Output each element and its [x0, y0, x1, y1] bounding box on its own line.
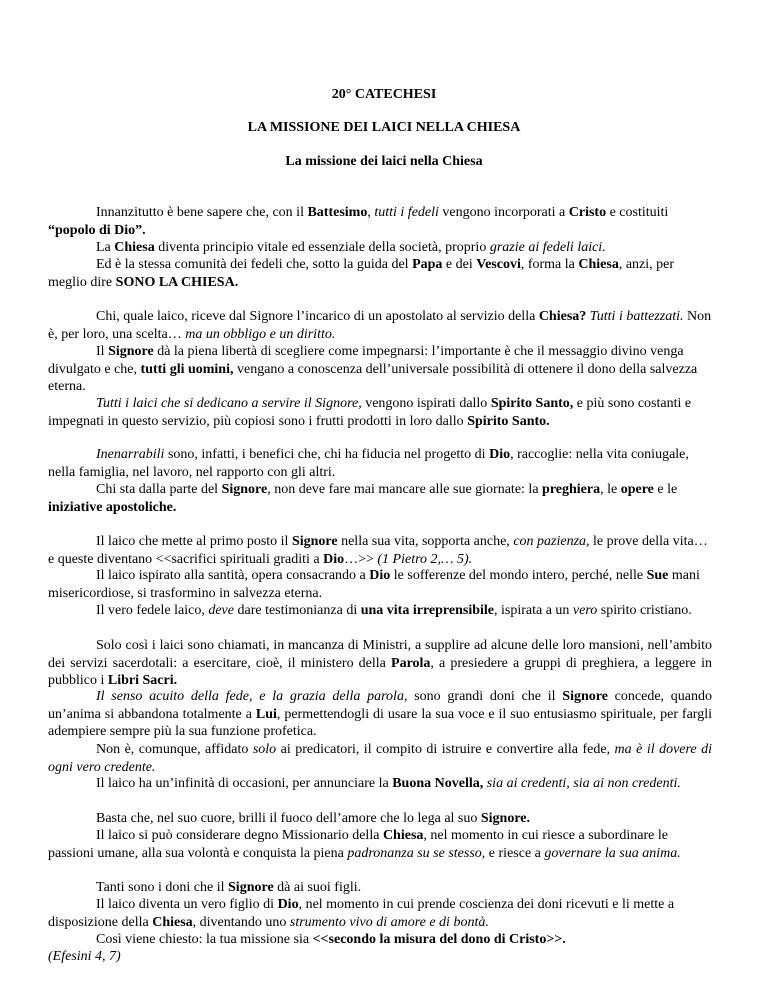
bold-text: “popolo di Dio”. — [48, 222, 146, 238]
text-run: , anzi, per meglio dire — [48, 257, 675, 290]
text-run: e le — [653, 482, 678, 497]
text-run: Non è, per loro, una scelta… — [48, 309, 712, 342]
bold-text: una vita irreprensibile — [360, 603, 494, 618]
paragraph — [48, 256, 712, 291]
bold-text: Signore. — [480, 811, 531, 826]
text-run: le sofferenze del mondo intero, perché, nelle — [390, 568, 647, 583]
text-run: vengano a conoscenza dell’universale possibilità di ottenere il dono della salvezza eterna. — [48, 361, 698, 395]
text-run: mani misericordiose, si trasformino in salvezza eterna. — [48, 568, 700, 601]
text-run: vengono incorporati a — [438, 205, 569, 220]
text-run: dà la piena libertà di scegliere come impegnarsi: l’importante è che il messaggio divino venga divulgato e che, — [48, 344, 684, 377]
italic-text: ma un obbligo e un diritto. — [185, 326, 336, 342]
paragraph — [48, 481, 712, 516]
text-run: diventa principio vitale ed essenziale della società, proprio — [154, 240, 490, 255]
bold-text: Libri Sacri. — [107, 673, 178, 689]
paragraph — [48, 533, 712, 568]
bold-text: Signore — [221, 482, 268, 497]
text-run: Il laico si può considerare degno Missionario della — [96, 828, 383, 843]
bold-text: SONO LA CHIESA. — [115, 274, 239, 290]
paragraph — [48, 948, 712, 966]
italic-text: padronanza su se stesso, — [347, 845, 486, 861]
text-run: Il laico diventa un vero figlio di — [96, 897, 278, 912]
italic-text: grazie ai fedeli laici. — [489, 240, 606, 255]
paragraph — [48, 810, 712, 828]
text-run: dà ai suoi figli. — [273, 880, 362, 895]
text-run: , forma la — [520, 257, 579, 272]
bold-text: Signore — [291, 534, 338, 549]
bold-text: Spirito Santo, — [490, 396, 574, 411]
bold-text: Vescovi — [476, 257, 521, 272]
italic-text: vero — [572, 603, 598, 618]
bold-text: Dio — [277, 897, 299, 912]
text-run: dare testimonianza di — [233, 603, 361, 618]
text-run: concede, quando un’anima si abbandona totalmente a — [48, 689, 712, 722]
paragraph — [48, 741, 712, 776]
text-run: , non deve fare mai mancare alle sue giornate: la — [267, 482, 543, 497]
italic-text: governare la sua anima. — [544, 845, 681, 861]
text-run: , permettendogli di usare la sua voce e il suo entusiasmo spirituale, per fargli adempiere sempre più la sua funzione profetica. — [48, 706, 712, 740]
bold-text: <<secondo la misura del dono di Cristo>>. — [312, 932, 566, 947]
paragraph — [48, 775, 712, 793]
bold-text: Cristo — [568, 205, 607, 220]
bold-text: Chiesa — [152, 914, 193, 930]
paragraph — [48, 395, 712, 430]
text-run: , nel momento in cui riesce a subordinare le passioni umane, alla sua volontà e conquista la piena — [48, 828, 668, 861]
paragraph — [48, 688, 712, 741]
text-run: …>> — [344, 551, 378, 567]
bold-text: Dio — [369, 568, 391, 583]
italic-text: Tutti i battezzati. — [589, 309, 684, 324]
bold-text: Chiesa — [114, 240, 155, 255]
text-run: , raccoglie: nella vita coniugale, nella famiglia, nel lavoro, nel rapporto con gli altri. — [48, 447, 689, 480]
bold-text: Dio — [489, 447, 511, 462]
bold-text: preghiera — [542, 482, 601, 497]
text-run: , a presiedere a gruppi di preghiera, a leggere in pubblico i — [48, 655, 713, 689]
text-run: Solo così i laici sono chiamati, in mancanza di Ministri, a supplire ad alcune delle loro mansioni, nell’ambito dei servizi sacerdotali: a esercitare, cioè, il ministero della — [48, 638, 712, 671]
text-run: spirito cristiano. — [597, 603, 692, 618]
paragraph — [48, 239, 712, 257]
paragraph — [48, 931, 712, 949]
italic-text: Inenarrabili — [96, 447, 165, 462]
bold-text: Parola — [391, 655, 431, 671]
bold-text: Battesimo — [307, 205, 368, 220]
paragraph — [48, 602, 712, 620]
italic-text: ma è il dovere di ogni vero credente. — [48, 742, 712, 775]
text-run: Chi, quale laico, riceve dal Signore l’incarico di un apostolato al servizio della — [96, 309, 539, 324]
text-run: vengono ispirati dallo — [361, 396, 491, 411]
text-run: La — [96, 240, 115, 255]
paragraph — [48, 827, 712, 862]
text-run: ai predicatori, il compito di istruire e convertire alla fede, — [276, 742, 615, 757]
text-run: Innanzitutto è bene sapere che, con il — [96, 205, 308, 220]
italic-text: tutti i fedeli — [374, 205, 439, 220]
bold-text: Papa — [412, 257, 443, 272]
bold-text: Signore — [228, 880, 274, 895]
bold-text: opere — [620, 482, 654, 497]
italic-text: (1 Pietro 2,… 5). — [377, 551, 473, 567]
bold-text: iniziative apostoliche. — [48, 499, 177, 515]
text-run: e dei — [442, 257, 477, 272]
catechesis-number: 20° CATECHESI — [331, 87, 437, 102]
paragraph — [48, 567, 712, 602]
italic-text: deve — [208, 603, 234, 618]
text-run: Non è, comunque, affidato — [96, 742, 253, 757]
italic-text: Tutti i laici che si dedicano a servire il Signore, — [96, 396, 362, 411]
text-run: Chi sta dalla parte del — [96, 482, 222, 497]
italic-text: sia ai credenti, sia ai non credenti. — [486, 776, 681, 791]
bold-text: Dio — [323, 551, 345, 567]
text-run: e riesce a — [485, 845, 545, 861]
bold-text: Sue — [646, 568, 669, 583]
bold-text: Chiesa — [382, 828, 424, 843]
italic-text: solo — [252, 742, 277, 757]
text-run: e più sono costanti e impegnati in questo servizio, più copiosi sono i frutti prodotti in loro dallo — [48, 396, 692, 429]
text-run: Il laico ispirato alla santità, opera consacrando a — [96, 568, 370, 583]
italic-text: Il senso acuito della fede, e la grazia della parola — [96, 689, 404, 704]
text-run: e costituiti — [606, 205, 669, 220]
italic-text: con pazienza, — [513, 534, 590, 549]
paragraph — [48, 446, 712, 481]
paragraph — [48, 204, 712, 239]
text-run: Ed è la stessa comunità dei fedeli che, sotto la guida del — [96, 257, 413, 272]
text-run: Basta che, nel suo cuore, brilli il fuoco dell’amore che lo lega al suo — [96, 811, 481, 826]
bold-text: Chiesa — [578, 257, 619, 272]
text-run: nella sua vita, sopporta anche, — [337, 534, 514, 549]
bold-text: Signore — [562, 689, 608, 704]
text-run: Il laico ha un’infinità di occasioni, per annunciare la — [96, 776, 393, 791]
text-run: Tanti sono i doni che il — [96, 880, 229, 895]
italic-text: (Efesini 4, 7) — [48, 949, 121, 964]
text-run: , ispirata a un — [494, 603, 573, 618]
bold-text: tutti gli uomini, — [140, 361, 234, 377]
italic-text: strumento vivo di amore e di bontà. — [289, 914, 489, 930]
text-run: , sono grandi doni che il — [403, 689, 563, 704]
section-title: La missione dei laici nella Chiesa — [285, 154, 483, 169]
paragraph — [48, 637, 712, 690]
text-run: sono, infatti, i benefici che, chi ha fiducia nel progetto di — [164, 447, 490, 462]
document-title: LA MISSIONE DEI LAICI NELLA CHIESA — [247, 120, 521, 135]
paragraph — [48, 896, 712, 931]
paragraph — [48, 343, 712, 396]
text-run: , — [367, 205, 375, 220]
text-run: , diventando uno — [192, 914, 290, 930]
text-run: le prove della vita… e queste diventano <<sacrifici spirituali graditi a — [48, 534, 708, 567]
text-run: , nel momento in cui prende coscienza dei doni ricevuti e li mette a disposizione della — [48, 897, 675, 930]
paragraph — [48, 879, 712, 897]
text-run: Il laico che mette al primo posto il — [96, 534, 292, 549]
bold-text: Buona Novella, — [392, 776, 484, 791]
text-run: Così viene chiesto: la tua missione sia — [96, 932, 313, 947]
bold-text: Chiesa? — [538, 309, 587, 324]
text-run: , le — [600, 482, 621, 497]
text-run: Il vero fedele laico, — [96, 603, 209, 618]
text-run: Il — [96, 344, 109, 359]
bold-text: Spirito Santo. — [467, 413, 550, 429]
paragraph — [48, 308, 712, 343]
bold-text: Lui — [255, 706, 277, 722]
bold-text: Signore — [108, 344, 154, 359]
